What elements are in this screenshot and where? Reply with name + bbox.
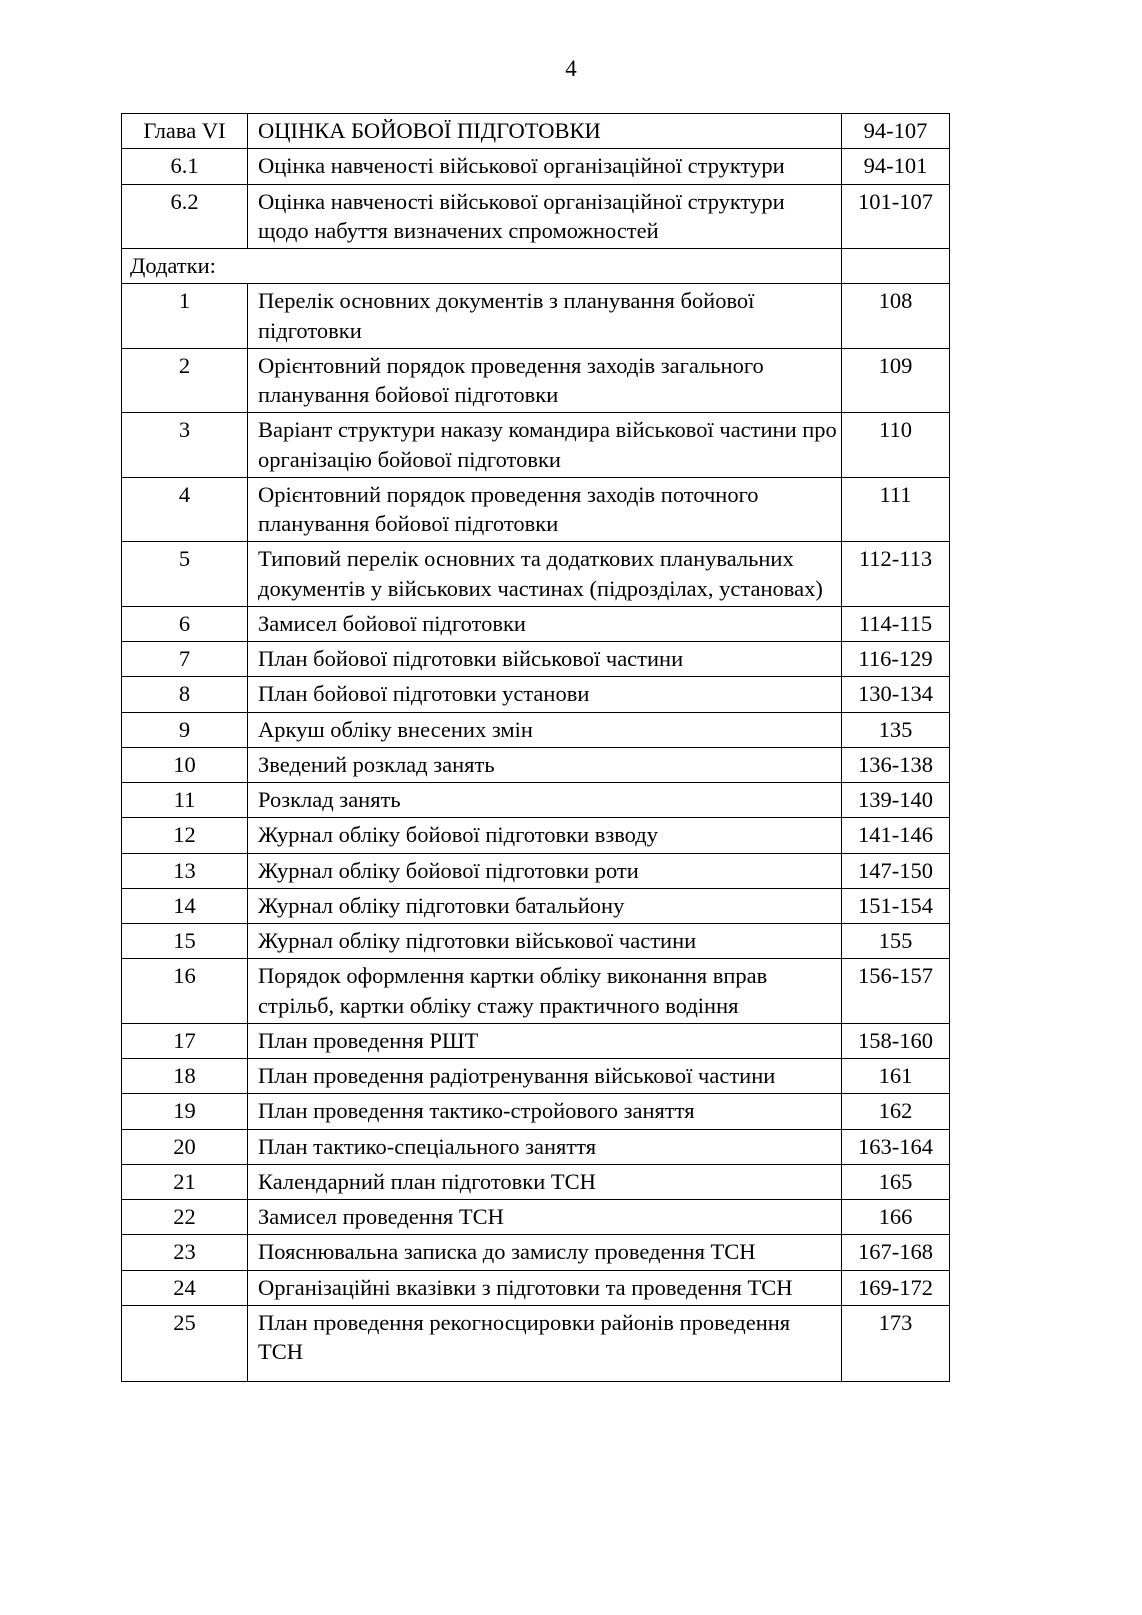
table-row bbox=[122, 642, 950, 677]
table-row bbox=[122, 184, 950, 249]
table-row bbox=[122, 853, 950, 888]
group-header-label: Додатки: bbox=[122, 249, 842, 284]
row-title: План тактико-спеціального заняття bbox=[248, 1129, 842, 1164]
row-number: 16 bbox=[122, 959, 248, 1024]
row-title: ОЦІНКА БОЙОВОЇ ПІДГОТОВКИ bbox=[248, 114, 842, 149]
row-title: Зведений розклад занять bbox=[248, 747, 842, 782]
row-title: Порядок оформлення картки обліку виконання вправ стрільб, картки обліку стажу практичного водіння bbox=[248, 959, 842, 1024]
row-pages: 110 bbox=[842, 413, 950, 478]
row-title: План бойової підготовки військової частини bbox=[248, 642, 842, 677]
row-title: План бойової підготовки установи bbox=[248, 677, 842, 712]
row-pages: 165 bbox=[842, 1164, 950, 1199]
row-title: Варіант структури наказу командира військової частини про організацію бойової підготовки bbox=[248, 413, 842, 478]
row-pages: 139-140 bbox=[842, 783, 950, 818]
row-title: Календарний план підготовки ТСН bbox=[248, 1164, 842, 1199]
row-number: Глава VI bbox=[122, 114, 248, 149]
row-number: 6.1 bbox=[122, 149, 248, 184]
row-title: Перелік основних документів з планування бойової підготовки bbox=[248, 284, 842, 349]
row-number: 18 bbox=[122, 1059, 248, 1094]
row-number: 11 bbox=[122, 783, 248, 818]
row-pages: 166 bbox=[842, 1200, 950, 1235]
table-row bbox=[122, 1200, 950, 1235]
row-number: 6 bbox=[122, 606, 248, 641]
row-number: 19 bbox=[122, 1094, 248, 1129]
row-title: Типовий перелік основних та додаткових планувальних документів у військових частинах (підрозділах, установах) bbox=[248, 542, 842, 607]
row-title: План проведення радіотренування військової частини bbox=[248, 1059, 842, 1094]
row-title: Замисел проведення ТСН bbox=[248, 1200, 842, 1235]
row-number: 10 bbox=[122, 747, 248, 782]
row-number: 8 bbox=[122, 677, 248, 712]
table-row bbox=[122, 1094, 950, 1129]
table-row bbox=[122, 888, 950, 923]
row-number: 14 bbox=[122, 888, 248, 923]
row-title: Журнал обліку бойової підготовки роти bbox=[248, 853, 842, 888]
table-row bbox=[122, 413, 950, 478]
row-title: План проведення РШТ bbox=[248, 1023, 842, 1058]
row-title: Замисел бойової підготовки bbox=[248, 606, 842, 641]
row-pages: 162 bbox=[842, 1094, 950, 1129]
table-row bbox=[122, 114, 950, 149]
row-pages: 158-160 bbox=[842, 1023, 950, 1058]
row-pages: 141-146 bbox=[842, 818, 950, 853]
row-title: Журнал обліку бойової підготовки взводу bbox=[248, 818, 842, 853]
row-pages: 94-101 bbox=[842, 149, 950, 184]
row-number: 9 bbox=[122, 712, 248, 747]
row-pages bbox=[842, 249, 950, 284]
row-title: Оцінка навченості військової організаційної структури bbox=[248, 149, 842, 184]
row-pages: 161 bbox=[842, 1059, 950, 1094]
table-row bbox=[122, 1235, 950, 1270]
row-pages: 136-138 bbox=[842, 747, 950, 782]
row-title: Орієнтовний порядок проведення заходів поточного планування бойової підготовки bbox=[248, 477, 842, 542]
row-pages: 135 bbox=[842, 712, 950, 747]
table-row bbox=[122, 1164, 950, 1199]
row-number: 6.2 bbox=[122, 184, 248, 249]
row-number: 23 bbox=[122, 1235, 248, 1270]
row-number: 2 bbox=[122, 348, 248, 413]
page-number: 4 bbox=[565, 56, 577, 81]
table-row-group-header bbox=[122, 249, 950, 284]
row-number: 21 bbox=[122, 1164, 248, 1199]
row-pages: 147-150 bbox=[842, 853, 950, 888]
row-pages: 112-113 bbox=[842, 542, 950, 607]
table-row bbox=[122, 348, 950, 413]
row-number: 15 bbox=[122, 924, 248, 959]
row-pages: 167-168 bbox=[842, 1235, 950, 1270]
row-pages: 101-107 bbox=[842, 184, 950, 249]
row-title: Розклад занять bbox=[248, 783, 842, 818]
table-row bbox=[122, 477, 950, 542]
row-title: Аркуш обліку внесених змін bbox=[248, 712, 842, 747]
row-number: 4 bbox=[122, 477, 248, 542]
row-pages: 111 bbox=[842, 477, 950, 542]
row-pages: 109 bbox=[842, 348, 950, 413]
row-number: 12 bbox=[122, 818, 248, 853]
table-row bbox=[122, 606, 950, 641]
table-row bbox=[122, 712, 950, 747]
row-pages: 94-107 bbox=[842, 114, 950, 149]
row-title: Оцінка навченості військової організаційної структури щодо набуття визначених спроможностей bbox=[248, 184, 842, 249]
row-pages: 163-164 bbox=[842, 1129, 950, 1164]
row-title: Орієнтовний порядок проведення заходів загального планування бойової підготовки bbox=[248, 348, 842, 413]
row-pages: 130-134 bbox=[842, 677, 950, 712]
row-pages: 114-115 bbox=[842, 606, 950, 641]
table-row bbox=[122, 1270, 950, 1305]
row-pages: 116-129 bbox=[842, 642, 950, 677]
row-title: Журнал обліку підготовки військової частини bbox=[248, 924, 842, 959]
table-row bbox=[122, 1023, 950, 1058]
row-number: 20 bbox=[122, 1129, 248, 1164]
table-of-contents bbox=[121, 113, 950, 1382]
row-title: Журнал обліку підготовки батальйону bbox=[248, 888, 842, 923]
table-row bbox=[122, 1305, 950, 1381]
row-pages: 108 bbox=[842, 284, 950, 349]
row-title: План проведення тактико-стройового заняття bbox=[248, 1094, 842, 1129]
row-number: 24 bbox=[122, 1270, 248, 1305]
toc-body bbox=[122, 114, 950, 1382]
row-number: 17 bbox=[122, 1023, 248, 1058]
row-number: 5 bbox=[122, 542, 248, 607]
table-row bbox=[122, 677, 950, 712]
row-number: 7 bbox=[122, 642, 248, 677]
row-number: 3 bbox=[122, 413, 248, 478]
table-row bbox=[122, 959, 950, 1024]
row-pages: 173 bbox=[842, 1305, 950, 1381]
row-pages: 155 bbox=[842, 924, 950, 959]
table-row bbox=[122, 1059, 950, 1094]
row-number: 22 bbox=[122, 1200, 248, 1235]
row-title: План проведення рекогносцировки районів проведення ТСН bbox=[248, 1305, 842, 1381]
table-row bbox=[122, 1129, 950, 1164]
row-number: 13 bbox=[122, 853, 248, 888]
table-row bbox=[122, 747, 950, 782]
table-row bbox=[122, 783, 950, 818]
row-pages: 151-154 bbox=[842, 888, 950, 923]
table-row bbox=[122, 924, 950, 959]
row-title: Організаційні вказівки з підготовки та проведення ТСН bbox=[248, 1270, 842, 1305]
row-number: 25 bbox=[122, 1305, 248, 1381]
table-row bbox=[122, 542, 950, 607]
row-pages: 169-172 bbox=[842, 1270, 950, 1305]
table-row bbox=[122, 818, 950, 853]
table-row bbox=[122, 149, 950, 184]
table-row bbox=[122, 284, 950, 349]
row-title: Пояснювальна записка до замислу проведення ТСН bbox=[248, 1235, 842, 1270]
row-number: 1 bbox=[122, 284, 248, 349]
row-pages: 156-157 bbox=[842, 959, 950, 1024]
